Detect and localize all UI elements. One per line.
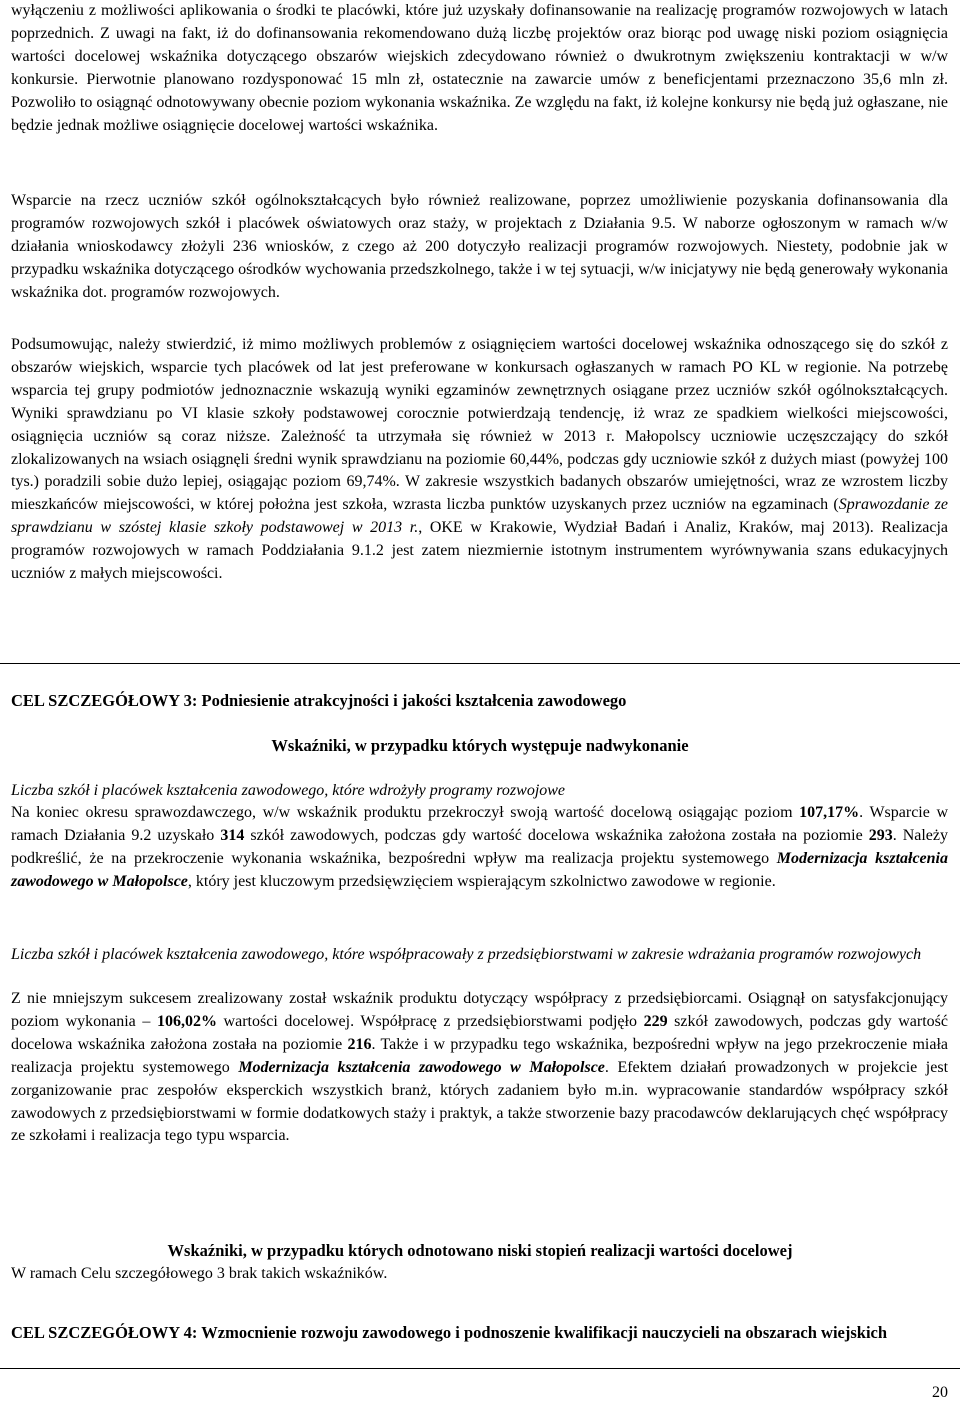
paragraph-vacancy-context xyxy=(11,0,948,137)
indicator-value: 107,17% xyxy=(799,804,860,821)
paragraph-text: . Wsparcie w ramach Działania 9.2 uzyskało xyxy=(11,804,949,844)
paragraph-text: . Należy podkreślić, że na przekroczenie wykonania wskaźnika, bezpośredni wpływ ma realizacja projektu systemowego xyxy=(11,826,949,867)
indicator-title-text: Liczba szkół i placówek kształcenia zawodowego, które wdrożyły programy rozwojowe xyxy=(11,782,566,799)
paragraph-text: . Także i w przypadku tego wskaźnika, bezpośredni wpływ na jego przekroczenie miała realizacja projektu systemowego xyxy=(11,1035,948,1076)
paragraph-text: , który jest kluczowym przedsięwzięciem wspierającym szkolnictwo zawodowe w regionie. xyxy=(187,872,776,890)
paragraph-text: . Efektem działań prowadzonych w projekcie jest zorganizowanie prac zespołów eksperckich wszystkich branż, których zadaniem było m.in. wypracowanie standardów współpracy szkół zawodowych z przedsiębiorstwami w formie dodatkowych staży i praktyk, a także stworzenie bazy pracodawców deklarujących chęć współpracy ze szkołami i realizacja tego typu wsparcia. xyxy=(11,1058,949,1145)
paragraph-no-indicators xyxy=(11,1263,948,1286)
paragraph-text: , OKE w Krakowie, Wydział Badań i Analiz, Kraków, maj 2013). Realizacja programów rozwojowych w ramach Poddziałania 9.1.2 jest zatem niezmiernie istotnym instrumentem wyrównywania szans edukacyjnych uczniów z małych miejscowości. xyxy=(11,519,948,583)
paragraph-text: Podsumowując, należy stwierdzić, iż mimo możliwych problemów z osiągnięciem wartości docelowej wskaźnika odnoszącego się do szkół z obszarów wiejskich, wsparcie tych placówek od lat jest preferowane w konkursach ogłaszanych w ramach PO KL w regionie. Na potrzebę wsparcia tej grupy podmiotów jednoznacznie wskazują wyniki egzaminów zewnętrznych osiągane przez uczniów szkół ogólnokształcących. Wyniki sprawdzianu po VI klasie szkoły podstawowej corocznie potwierdzają tendencję, iż wraz ze spadkiem wielkości miejscowości, osiągnięcia uczniów są coraz niższe. Zależność ta utrzymała się również w 2013 r. Małopolscy uczniowie uczęszczający do szkół zlokalizowanych na wsiach osiągnęli średni wynik sprawdzianu na poziomie 60,44%, podczas gdy uczniowie szkół z dużych miast (powyżej 100 tys.) poradzili sobie dużo lepiej, osiągając poziom 69,74%. W zakresie wszystkich badanych obszarów umiejętności, wraz ze wzrostem liczby mieszkańców miejscowości, w której położna jest szkoła, wzrasta liczba punktów uzyskanych przez uczniów na egzaminach ( xyxy=(11,336,948,514)
paragraph-summary xyxy=(11,334,948,586)
subheading-low-realization xyxy=(0,1240,960,1262)
paragraph-indicator-1 xyxy=(11,802,948,894)
paragraph-text: Na koniec okresu sprawozdawczego, w/w wskaźnik produktu przekroczył swoją wartość docelową osiągając poziom xyxy=(11,804,800,821)
citation: Sprawozdanie ze sprawdzianu w szóstej klasie szkoły podstawowej w 2013 r. xyxy=(11,496,948,537)
indicator-value: 106,02% xyxy=(156,1012,217,1030)
paragraph-text: szkół zawodowych, podczas gdy wartość docelowa wskaźnika założona została na poziomie xyxy=(244,826,869,844)
indicator-title-text: Liczba szkół i placówek kształcenia zawodowego, które współpracowały z przedsiębiorstwami w zakresie wdrażania programów rozwojowych xyxy=(11,946,922,963)
paragraph-general-schools-support xyxy=(11,190,948,305)
paragraph-text: Wsparcie na rzecz uczniów szkół ogólnokształcących było również realizowane, poprzez umożliwienie pozyskania dofinansowania dla programów rozwojowych szkół i placówek oświatowych oraz staży, w projektach z Działania 9.5. W naborze ogłoszonym w ramach w/w działania wnioskodawcy złożyli 236 wniosków, z czego aż 200 dotyczyło realizacji programów rozwojowych. Niestety, podobnie jak w przypadku wskaźnika dotyczącego ośrodków wychowania przedszkolnego, także i w tej sytuacji, w/w inicjatywy nie będą generowały wykonania wskaźnika dot. programów rozwojowych. xyxy=(11,192,948,301)
paragraph-text: wyłączeniu z możliwości aplikowania o środki te placówki, które już uzyskały dofinansowanie na realizację programów rozwojowych w latach poprzednich. Z uwagi na fakt, iż do dofinansowania rekomendowano dużą liczbę projektów oraz biorąc pod uwagę niski poziom osiągnięcia wartości docelowej wskaźnika dotyczącego obszarów wiejskich zdecydowano również o dwukrotnym zwiększeniu kontraktacji w w/w konkursie. Pierwotnie planowano rozdysponować 15 mln zł, ostatecznie na zawarcie umów z beneficjentami przeznaczono 35,6 mln zł. Pozwoliło to osiągnąć odnotowywany obecnie poziom wykonania wskaźnika. Ze względu na fakt, iż kolejne konkursy nie będą już ogłaszane, nie będzie jednak możliwe osiągnięcie docelowej wartości wskaźnika. xyxy=(11,2,948,134)
indicator-value: 216 xyxy=(347,1035,372,1053)
paragraph-text: wartości docelowej. Współpracę z przedsiębiorstwami podjęło xyxy=(216,1012,644,1030)
paragraph-text: W ramach Celu szczegółowego 3 brak takich wskaźników. xyxy=(11,1265,388,1282)
indicator-value: 314 xyxy=(220,826,245,844)
section-heading-cel-3: CEL SZCZEGÓŁOWY 3: Podniesienie atrakcyjności i jakości kształcenia zawodowego xyxy=(11,691,627,710)
project-name: Modernizacja kształcenia zawodowego w Małopolsce xyxy=(238,1058,605,1076)
subheading-text: Wskaźniki, w przypadku których występuje nadwykonanie xyxy=(271,736,689,755)
project-name: Modernizacja kształcenia zawodowego w Małopolsce xyxy=(11,849,948,890)
indicator-value: 229 xyxy=(643,1012,668,1030)
indicator-title xyxy=(11,780,948,802)
indicator-value: 293 xyxy=(868,826,893,844)
section-divider xyxy=(0,663,960,664)
page-footer-rule xyxy=(0,1368,960,1369)
indicator-title xyxy=(11,944,948,966)
subheading-text: Wskaźniki, w przypadku których odnotowano niski stopień realizacji wartości docelowej xyxy=(167,1241,793,1260)
section-heading-cel-4: CEL SZCZEGÓŁOWY 4: Wzmocnienie rozwoju zawodowego i podnoszenie kwalifikacji nauczycieli na obszarach wiejskich xyxy=(11,1323,888,1342)
paragraph-text: Z nie mniejszym sukcesem zrealizowany został wskaźnik produktu dotyczący współpracy z przedsiębiorcami. Osiągnął on satysfakcjonujący poziom wykonania – xyxy=(11,990,948,1030)
page-number: 20 xyxy=(932,1384,948,1401)
paragraph-text: szkół zawodowych, podczas gdy wartość docelowa wskaźnika założona została na poziomie xyxy=(11,1012,948,1053)
paragraph-indicator-2 xyxy=(11,988,948,1148)
subheading-overperformance xyxy=(0,735,960,757)
